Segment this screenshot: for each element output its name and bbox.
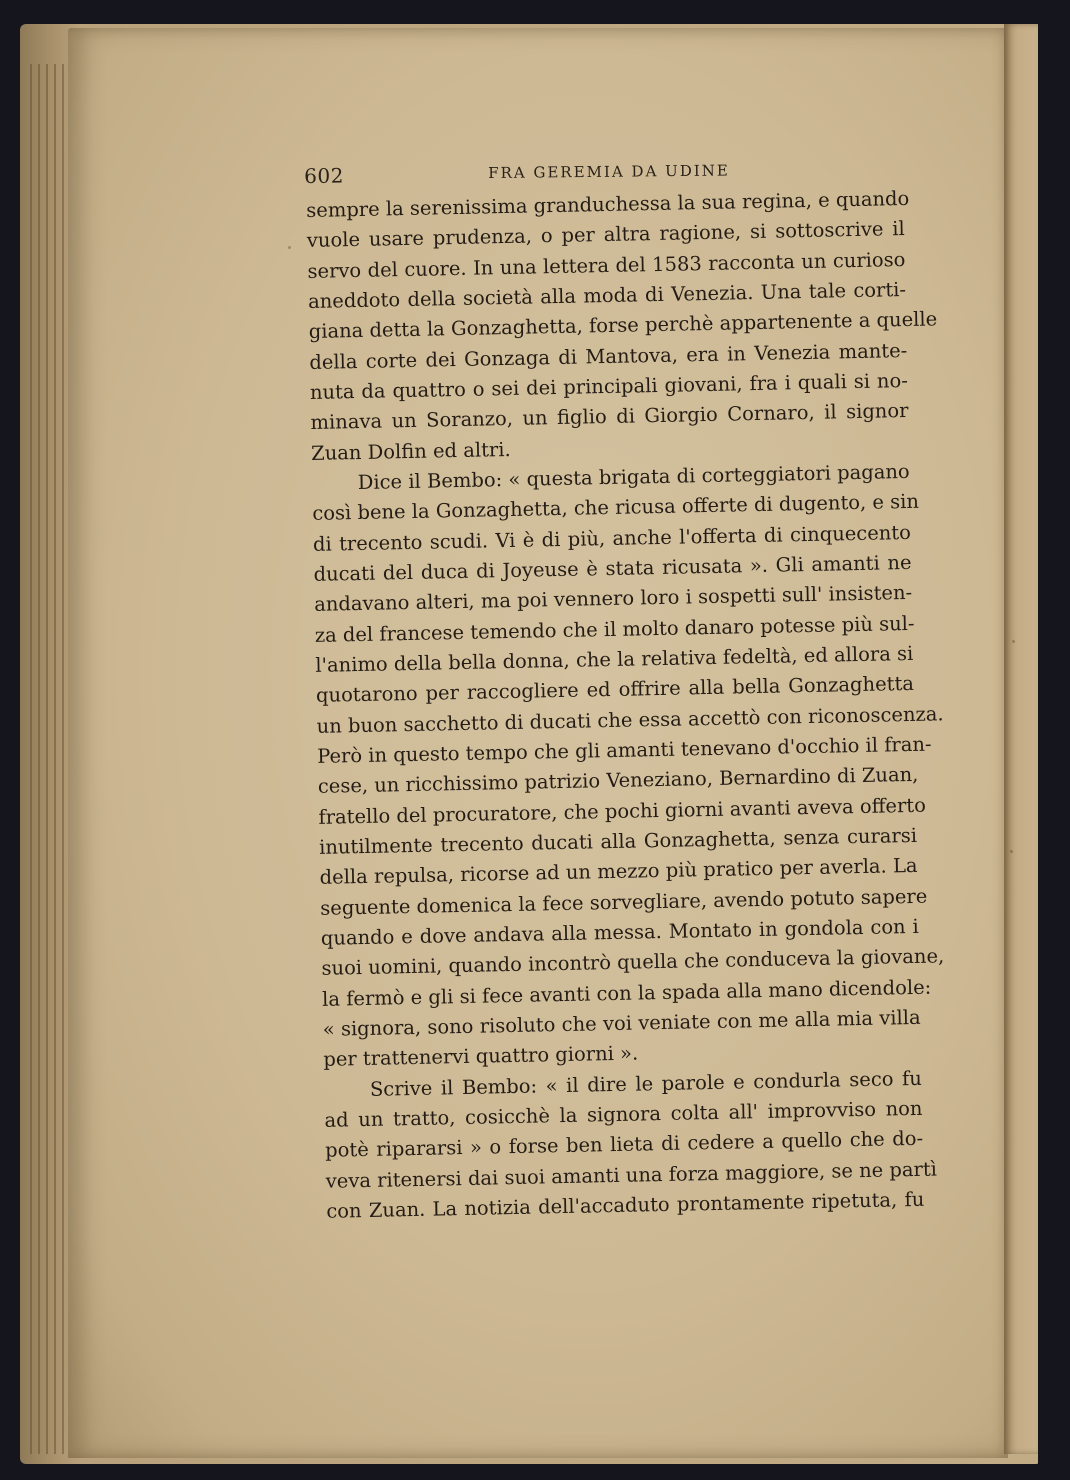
- text-line: potè ripararsi » o forse ben lieta di cedere a quello che do-: [324, 1126, 924, 1162]
- stack-edge: [30, 64, 32, 1454]
- scan-border: [1038, 0, 1070, 1480]
- text-line: seguente domenica la fece sorvegliare, avendo potuto sapere: [320, 884, 928, 920]
- text-line: cese, un ricchissimo patrizio Veneziano, Bernardino di Zuan,: [317, 763, 919, 799]
- page-number: 602: [304, 163, 344, 188]
- text-line: minava un Soranzo, un figlio di Giorgio Cornaro, il signor: [310, 399, 909, 435]
- running-title: FRA GEREMIA DA UDINE: [488, 161, 730, 183]
- text-line: sempre la serenissima granduchessa la sua regina, e quando: [306, 186, 910, 222]
- text-line: andavano alteri, ma poi vennero loro i sospetti sull' insisten-: [313, 581, 913, 617]
- paper-speck: [1012, 640, 1015, 643]
- running-head: [300, 154, 900, 190]
- text-line: aneddoto della società alla moda di Venezia. Una tale corti-: [307, 277, 907, 313]
- text-line: Però in questo tempo che gli amanti tenevano d'occhio il fran-: [317, 732, 932, 768]
- paper-speck: [288, 246, 291, 249]
- text-line: suoi uomini, quando incontrò quella che conduceva la giovane,: [321, 944, 945, 981]
- text-line: Scrive il Bembo: « il dire le parole e condurla seco fu: [369, 1066, 923, 1101]
- text-line: inutilmente trecento ducati alla Gonzaghetta, senza curarsi: [318, 823, 918, 859]
- facing-page-edge: [1004, 24, 1038, 1454]
- text-line: di trecento scudi. Vi è di più, anche l'offerta di cinquecento: [312, 520, 912, 556]
- body-text: [306, 184, 945, 1227]
- text-line: ad un tratto, cosicchè la signora colta all' improvviso non: [324, 1096, 923, 1132]
- text-line: Zuan Dolfin ed altri.: [310, 437, 511, 465]
- text-line: vuole usare prudenza, o per altra ragione, si sottoscrive il: [306, 217, 906, 253]
- text-line: ducati del duca di Joyeuse è stata ricusata ». Gli amanti ne: [313, 550, 912, 586]
- text-line: giana detta la Gonzaghetta, forse perchè appartenente a quelle: [308, 307, 938, 344]
- text-line: servo del cuore. In una lettera del 1583 racconta un curioso: [307, 247, 906, 283]
- text-line: Dice il Bembo: « questa brigata di corteggiatori pagano: [357, 459, 910, 494]
- text-line: così bene la Gonzaghetta, che ricusa offerte di dugento, e sin: [312, 490, 920, 526]
- text-line: un buon sacchetto di ducati che essa accettò con riconoscenza.: [316, 701, 944, 738]
- text-line: « signora, sono risoluto che voi veniate con me alla mia villa: [322, 1005, 921, 1041]
- paper-speck: [1010, 850, 1013, 853]
- text-line: veva ritenersi dai suoi amanti una forza maggiore, se ne partì: [325, 1157, 938, 1193]
- text-line: per trattenervi quattro giorni ».: [323, 1041, 639, 1072]
- text-line: con Zuan. La notizia dell'accaduto prontamente ripetuta, fu: [326, 1187, 925, 1223]
- stack-edge: [54, 64, 56, 1454]
- text-line: nuta da quattro o sei dei principali giovani, fra i quali si no-: [309, 368, 909, 404]
- stack-edge: [62, 64, 64, 1454]
- text-line: za del francese temendo che il molto danaro potesse più sul-: [314, 611, 915, 647]
- text-line: quando e dove andava alla messa. Montato in gondola con i: [320, 914, 920, 950]
- text-line: della corte dei Gonzaga di Mantova, era in Venezia mante-: [309, 338, 908, 374]
- text-line: l'animo della bella donna, che la relativa fedeltà, ed allora si: [315, 641, 914, 677]
- text-line: della repulsa, ricorse ad un mezzo più pratico per averla. La: [319, 854, 918, 890]
- text-line: fratello del procuratore, che pochi giorni avanti aveva offerto: [318, 793, 927, 829]
- text-line: la fermò e gli si fece avanti con la spada alla mano dicendole:: [321, 975, 932, 1011]
- stack-edge: [38, 64, 40, 1454]
- stack-edge: [46, 64, 48, 1454]
- text-line: quotarono per raccogliere ed offrire alla bella Gonzaghetta: [315, 672, 915, 708]
